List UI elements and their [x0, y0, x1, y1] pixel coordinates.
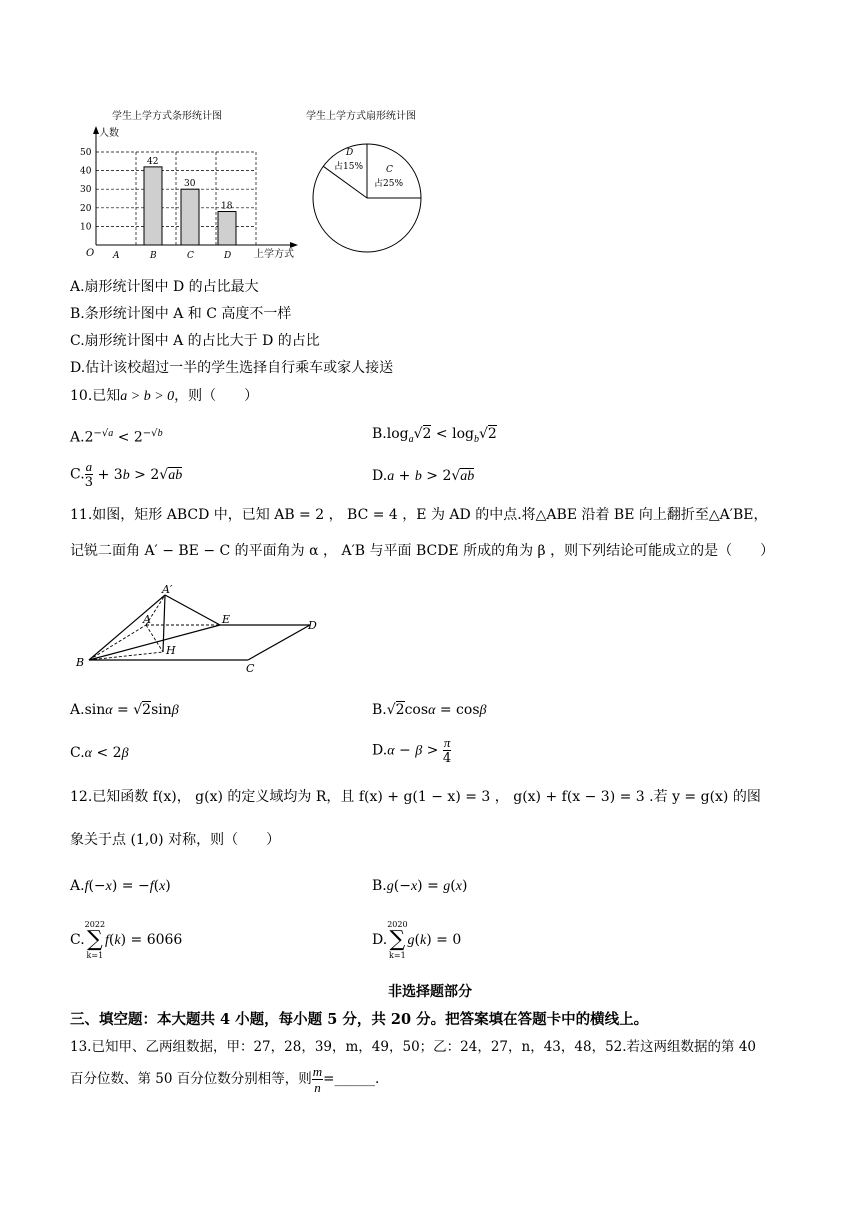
y-axis-label: 人数: [99, 128, 119, 139]
q10-option-c: C. $\frac{a}{3}$ + 3b > 2√ab: [70, 459, 183, 490]
q12-option-b: B.g(−x) = g(x): [372, 878, 468, 894]
option-label: B.: [372, 426, 387, 442]
option-label: B.: [372, 878, 387, 894]
q13-line1: 13.已知甲、乙两组数据，甲：27，28，39，m，49，50；乙：24，27，n，43，48，52.若这两组数据的第 40: [70, 1039, 757, 1055]
q9-option-b: B.条形统计图中 A 和 C 高度不一样: [70, 306, 292, 322]
sum-value: 0: [452, 932, 462, 948]
q13-line2-post: =______.: [323, 1071, 380, 1087]
q13-line2: [70, 1064, 379, 1095]
label-b: B: [76, 656, 85, 669]
q9-option-c: C.扇形统计图中 A 的占比大于 D 的占比: [70, 333, 320, 349]
x-tick-label: B: [150, 251, 157, 261]
bar: [181, 189, 199, 245]
pie-label-d-name: D: [346, 148, 354, 158]
q12-stem-line2: 象关于点 (1,0) 对称，则（ ）: [70, 832, 281, 848]
pie-label-d-pct: 占15%: [334, 162, 364, 172]
x-axis-label: 上学方式: [254, 249, 294, 260]
sum-lower-limit: k=1: [86, 951, 104, 960]
frac-denominator: n: [314, 1080, 321, 1095]
y-tick-label: 10: [80, 222, 92, 233]
q12-option-d: D. 2020 ∑ k=1 g(k) = 0: [372, 920, 462, 960]
q9-option-a: A.扇形统计图中 D 的占比最大: [70, 279, 259, 295]
q10-stem: [70, 386, 258, 407]
sum-upper-limit: 2022: [84, 920, 106, 929]
label-h: H: [166, 644, 176, 657]
q10-option-a: $A.2^{-√a} < 2^{-√b}$: [70, 428, 163, 446]
sum-lower-limit: k=1: [389, 951, 406, 960]
q10-option-b: $B.\log_a√2 < \log_b√2$: [372, 426, 497, 445]
y-tick-label: 20: [80, 203, 92, 214]
x-tick-label: D: [224, 251, 232, 261]
label-a: A: [143, 613, 151, 626]
q12-stem-line1: 12.已知函数 f(x)， g(x) 的定义域均为 R，且 f(x) + g(1 − x) = 3 ， g(x) + f(x − 3) = 3 .若 y = g(x) 的图: [70, 789, 761, 805]
bar-value-label: 30: [184, 179, 196, 190]
q11-stem-line2: 记锐二面角 A′ − BE − C 的平面角为 α ， A′B 与平面 BCDE 所成的角为 β ，则下列结论可能成立的是（ ）: [70, 543, 775, 559]
y-tick-label: 40: [80, 166, 92, 177]
origin-label: O: [86, 248, 95, 259]
option-label: B.: [372, 702, 387, 718]
bar-chart: [72, 104, 304, 264]
x-axis-arrow: [290, 242, 298, 248]
frac-numerator: m: [312, 1064, 323, 1079]
option-label: D.: [372, 932, 388, 948]
q10-stem-post: ，则（ ）: [174, 388, 259, 404]
option-label: C.: [70, 745, 85, 761]
q11-option-b: B.√2cosα = cosβ: [372, 702, 487, 718]
section-heading: 非选择题部分: [388, 984, 472, 1000]
q11-option-a: A.sinα = √2sinβ: [70, 702, 179, 718]
q12-option-c: C. 2022 ∑ k=1 f(k) = 6066: [70, 920, 183, 960]
option-label: C.: [70, 466, 85, 483]
q13-line2-pre: 百分位数、第 50 百分位数分别相等，则: [70, 1071, 312, 1087]
pie-label-c-pct: 占25%: [374, 179, 404, 189]
sum-upper-limit: 2020: [387, 920, 408, 929]
x-tick-label: A: [113, 251, 120, 261]
bar-value-label: 18: [221, 201, 233, 212]
pie-chart-title: 学生上学方式扇形统计图: [306, 111, 416, 122]
q11-option-c: C.α < 2β: [70, 745, 129, 761]
figure-solid-lines: [89, 595, 310, 660]
x-tick-labels: [112, 251, 231, 261]
x-tick-label: C: [187, 251, 194, 261]
part3-heading: 三、填空题：本大题共 4 小题，每小题 5 分，共 20 分。把答案填在答题卡中的横线上。: [70, 1011, 649, 1028]
option-label: A.: [70, 878, 85, 894]
option-label: D.: [372, 468, 388, 484]
q11-option-d: D.α − β > $\frac{\pi}{4}$: [372, 735, 452, 766]
pie-label-c-name: C: [386, 165, 393, 175]
option-label: A.: [70, 429, 85, 446]
label-a-prime: A′: [162, 583, 173, 596]
q10-option-d: D.a + b > 2√ab: [372, 468, 475, 484]
y-tick-labels: [80, 148, 92, 232]
bar-value-label: 42: [147, 156, 159, 167]
option-label: C.: [70, 932, 85, 948]
q10-stem-math: a > b > 0: [120, 389, 175, 404]
q11-stem-line1: 11.如图，矩形 ABCD 中，已知 AB = 2 ， BC = 4 ，E 为 AD 的中点.将△ABE 沿着 BE 向上翻折至△A′BE，: [70, 507, 768, 523]
q9-option-d: D.估计该校超过一半的学生选择自行乘车或家人接送: [70, 360, 394, 376]
option-label: D.: [372, 742, 388, 759]
bar-chart-title: 学生上学方式条形统计图: [112, 111, 222, 122]
pie-chart: [300, 104, 440, 264]
sum-value: 6066: [146, 932, 183, 948]
bar: [144, 167, 162, 245]
y-tick-label: 30: [80, 185, 92, 196]
label-d: D: [308, 619, 317, 632]
label-c: C: [246, 662, 255, 674]
q10-stem-pre: 10.已知: [70, 388, 121, 404]
option-label: A.: [70, 702, 85, 718]
label-e: E: [222, 613, 231, 626]
y-tick-label: 50: [80, 148, 92, 158]
q11-figure: [70, 582, 330, 674]
bar: [218, 212, 236, 245]
q12-option-a: A.f(−x) = −f(x): [70, 878, 171, 894]
